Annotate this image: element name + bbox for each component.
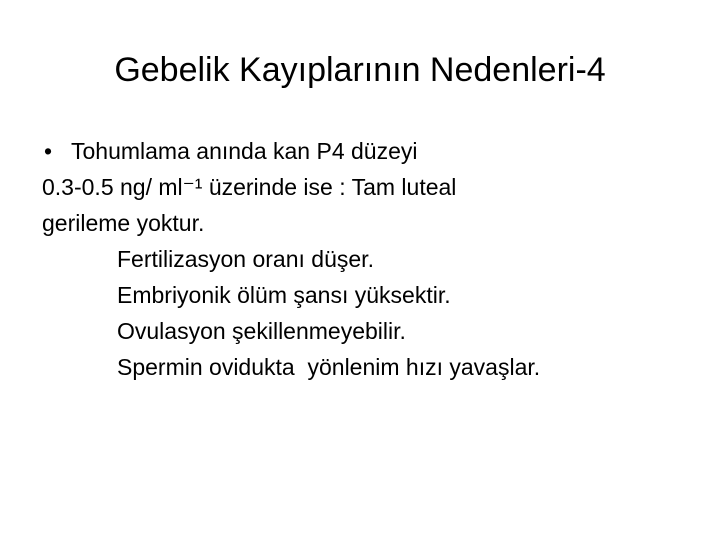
effect-line: Embriyonik ölüm şansı yüksektir. (117, 282, 451, 308)
bullet-item (42, 133, 702, 169)
continuation-line: 0.3-0.5 ng/ ml⁻¹ üzerinde ise : Tam luteal (42, 174, 457, 200)
continuation-line: gerileme yoktur. (42, 210, 205, 236)
bullet-text: Tohumlama anında kan P4 düzeyi (71, 138, 418, 164)
bullet-icon: • (44, 138, 53, 164)
effect-line: Ovulasyon şekillenmeyebilir. (117, 318, 406, 344)
effect-line: Spermin ovidukta yönlenim hızı yavaşlar. (117, 354, 541, 380)
slide-body (42, 133, 702, 385)
slide-title: Gebelik Kayıplarının Nedenleri-4 (114, 51, 606, 89)
effect-line: Fertilizasyon oranı düşer. (117, 246, 374, 272)
